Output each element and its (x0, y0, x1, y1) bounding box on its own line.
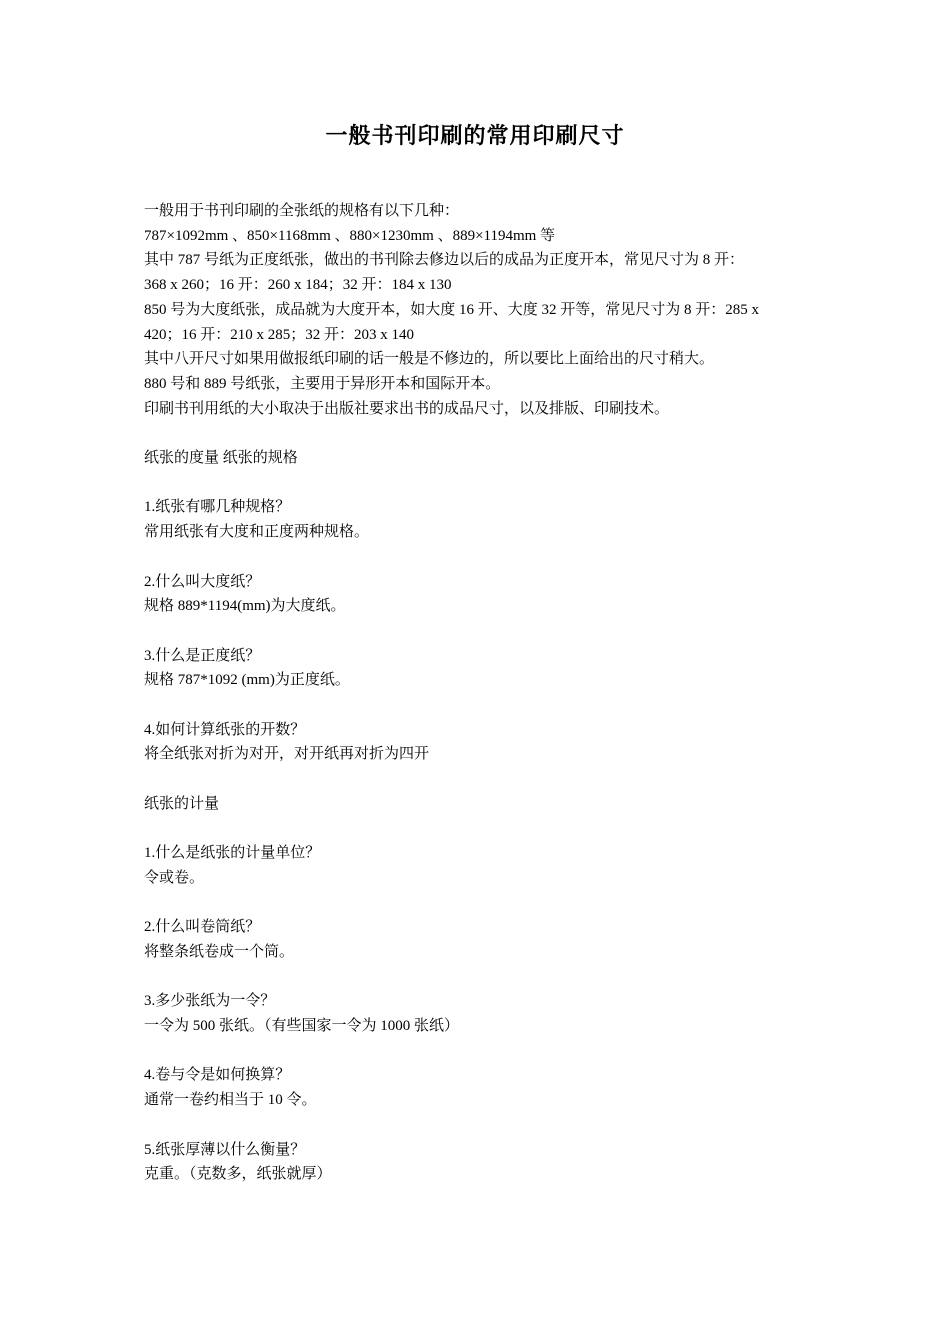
intro-line: 880 号和 889 号纸张，主要用于异形开本和国际开本。 (144, 375, 501, 392)
spacer (144, 619, 814, 644)
spacer (144, 693, 814, 718)
spacer (144, 767, 814, 792)
intro-line: 420；16 开：210 x 285；32 开：203 x 140 (144, 326, 415, 343)
spacer (144, 421, 814, 446)
section-heading: 纸张的计量 (144, 795, 220, 812)
answer: 将全纸张对折为对开，对开纸再对折为四开 (144, 746, 430, 763)
spacer (144, 545, 814, 570)
question: 3.多少张纸为一令？ (144, 993, 276, 1010)
spacer (144, 1039, 814, 1064)
answer: 规格 787*1092 (mm)为正度纸。 (144, 672, 350, 689)
answer: 将整条纸卷成一个筒。 (144, 943, 295, 960)
answer: 一令为 500 张纸。（有些国家一令为 1000 张纸） (144, 1018, 460, 1035)
question: 4.卷与令是如何换算？ (144, 1067, 291, 1084)
spacer (144, 816, 814, 841)
answer: 通常一卷约相当于 10 令。 (144, 1092, 317, 1109)
answer: 令或卷。 (144, 869, 205, 886)
intro-line: 印刷书刊用纸的大小取决于出版社要求出书的成品尺寸，以及排版、印刷技术。 (144, 400, 670, 417)
question: 1.什么是纸张的计量单位？ (144, 845, 321, 862)
question: 3.什么是正度纸？ (144, 647, 261, 664)
section-heading: 纸张的度量 纸张的规格 (144, 450, 298, 467)
intro-line: 787×1092mm 、850×1168mm 、880×1230mm 、889×1194mm 等 (144, 227, 556, 244)
intro-line: 一般用于书刊印刷的全张纸的规格有以下几种： (144, 203, 460, 219)
answer: 常用纸张有大度和正度两种规格。 (144, 524, 370, 541)
question: 5.纸张厚薄以什么衡量？ (144, 1141, 306, 1158)
intro-line: 其中八开尺寸如果用做报纸印刷的话一般是不修边的，所以要比上面给出的尺寸稍大。 (144, 351, 715, 368)
answer: 规格 889*1194(mm)为大度纸。 (144, 598, 346, 615)
intro-line: 850 号为大度纸张，成品就为大度开本，如大度 16 开、大度 32 开等，常见尺寸为 8 开：285 x (144, 301, 760, 318)
document-body (144, 199, 814, 1187)
spacer (144, 965, 814, 990)
answer: 克重。（克数多，纸张就厚） (144, 1166, 332, 1183)
spacer (144, 891, 814, 916)
page-title: 一般书刊印刷的常用印刷尺寸 (325, 124, 625, 149)
spacer (144, 1113, 814, 1138)
intro-line: 其中 787 号纸为正度纸张，做出的书刊除去修边以后的成品为正度开本，常见尺寸为 8 开： (144, 252, 745, 269)
question: 1.纸张有哪几种规格？ (144, 499, 291, 516)
spacer (144, 471, 814, 496)
question: 4.如何计算纸张的开数？ (144, 721, 306, 738)
question: 2.什么叫大度纸？ (144, 573, 261, 590)
question: 2.什么叫卷筒纸？ (144, 919, 261, 936)
intro-line: 368 x 260；16 开：260 x 184；32 开：184 x 130 (144, 277, 452, 294)
